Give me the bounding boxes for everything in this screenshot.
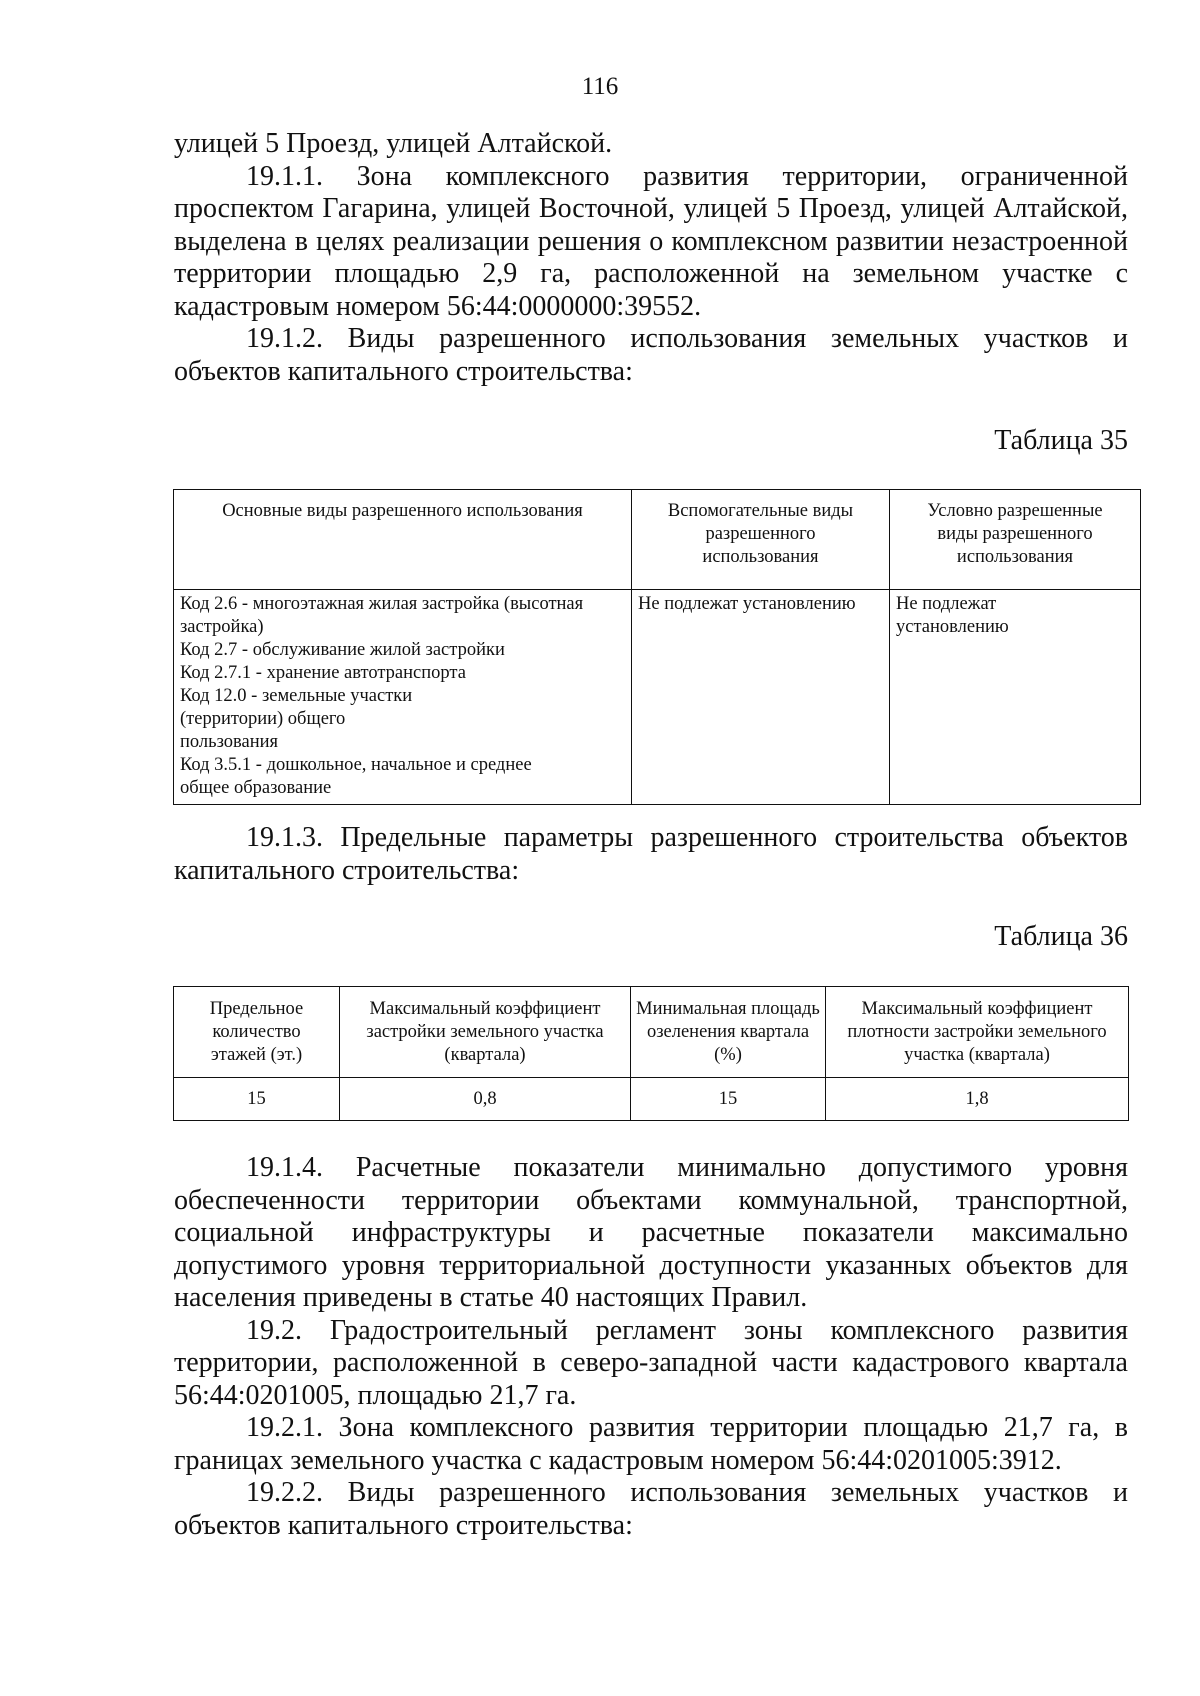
header-auxiliary-uses: Вспомогательные виды разрешенного использования	[632, 490, 890, 590]
permitted-uses-table	[173, 489, 1141, 805]
table-row	[174, 590, 1141, 805]
header-max-density-coefficient: Максимальный коэффициент плотности застройки земельного участка (квартала)	[826, 987, 1129, 1078]
auxiliary-uses-cell: Не подлежат установлению	[632, 590, 890, 805]
paragraph-19-1-4: 19.1.4. Расчетные показатели минимально допустимого уровня обеспеченности территории объектами коммунальной, транспортной, социальной инфраструктуры и расчетные показатели максимально допустимого уровня территориальной доступности указанных объектов для населения приведены в статье 40 настоящих Правил.	[174, 1152, 1128, 1313]
value-max-density-coefficient: 1,8	[826, 1078, 1129, 1121]
paragraph-19-2-2: 19.2.2. Виды разрешенного использования земельных участков и объектов капитального строительства:	[174, 1477, 1128, 1541]
use-code-2-6: Код 2.6 - многоэтажная жилая застройка (высотная застройка)	[180, 594, 584, 637]
header-min-greening-area: Минимальная площадь озеленения квартала (%)	[631, 987, 826, 1078]
paragraph-19-2-1: 19.2.1. Зона комплексного развития территории площадью 21,7 га, в границах земельного участка с кадастровым номером 56:44:0201005:3912.	[174, 1412, 1128, 1476]
paragraph-19-1-2: 19.1.2. Виды разрешенного использования земельных участков и объектов капитального строительства:	[174, 323, 1128, 387]
header-conditional-uses: Условно разрешенные виды разрешенного использования	[890, 490, 1141, 590]
conditional-uses-cell: Не подлежат установлению	[890, 590, 1141, 805]
table-row	[174, 1078, 1129, 1121]
value-max-floors: 15	[174, 1078, 340, 1121]
value-min-greening-area: 15	[631, 1078, 826, 1121]
paragraph-19-2: 19.2. Градостроительный регламент зоны комплексного развития территории, расположенной в северо-западной части кадастрового квартала 56:44:0201005, площадью 21,7 га.	[174, 1314, 1128, 1411]
paragraph-continuation: улицей 5 Проезд, улицей Алтайской.	[174, 128, 613, 159]
table-36-caption: Таблица 36	[994, 921, 1128, 952]
header-max-floors: Предельное количество этажей (эт.)	[174, 987, 340, 1078]
table-35-caption: Таблица 35	[994, 425, 1128, 456]
main-uses-cell	[174, 590, 632, 805]
paragraph-19-1-1: 19.1.1. Зона комплексного развития территории, ограниченной проспектом Гагарина, улицей Восточной, улицей 5 Проезд, улицей Алтайской, выделена в целях реализации решения о комплексном развитии незастроенной территории площадью 2,9 га, расположенной на земельном участке с кадастровым номером 56:44:0000000:39552.	[174, 160, 1128, 322]
use-code-2-7: Код 2.7 - обслуживание жилой застройки	[180, 640, 505, 660]
table-header-row	[174, 987, 1129, 1078]
paragraph-19-1-3: 19.1.3. Предельные параметры разрешенного строительства объектов капитального строительства:	[174, 822, 1128, 886]
table-header-row	[174, 490, 1141, 590]
construction-parameters-table	[173, 986, 1129, 1121]
value-max-building-coefficient: 0,8	[340, 1078, 631, 1121]
header-max-building-coefficient: Максимальный коэффициент застройки земельного участка (квартала)	[340, 987, 631, 1078]
page-number: 116	[581, 73, 619, 100]
middle-paragraph	[174, 822, 1128, 887]
use-code-12-0: Код 12.0 - земельные участки (территории) общего пользования	[180, 686, 413, 752]
intro-paragraphs	[174, 128, 1128, 388]
header-main-uses: Основные виды разрешенного использования	[174, 490, 632, 590]
closing-paragraphs	[174, 1152, 1128, 1542]
use-code-2-7-1: Код 2.7.1 - хранение автотранспорта	[180, 663, 466, 683]
use-code-3-5-1: Код 3.5.1 - дошкольное, начальное и среднее общее образование	[180, 755, 532, 798]
